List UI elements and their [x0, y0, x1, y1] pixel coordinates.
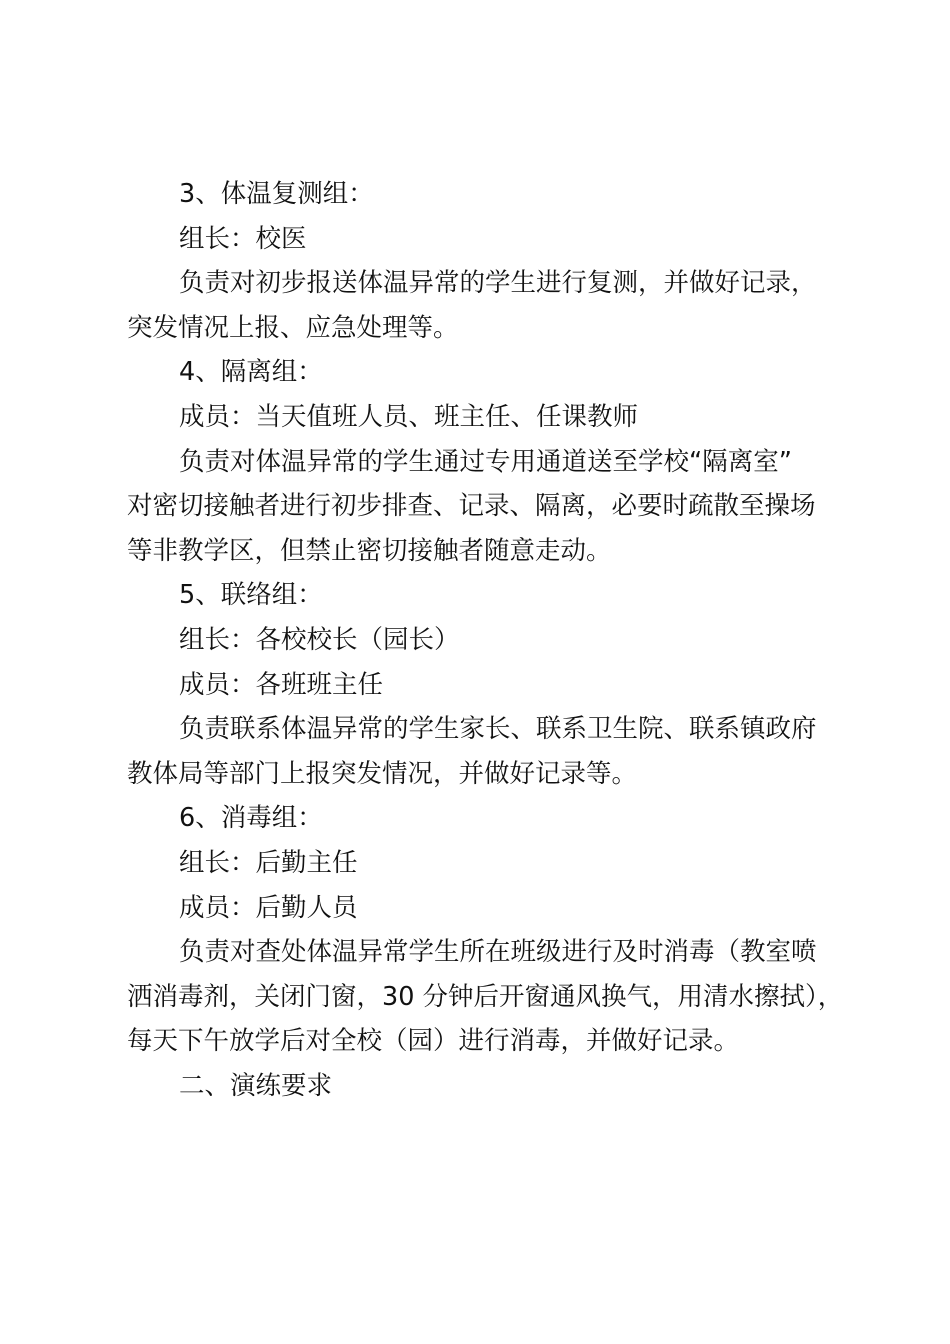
paragraph-line: 教体局等部门上报突发情况，并做好记录等。	[127, 758, 638, 789]
paragraph-line: 负责对初步报送体温异常的学生进行复测，并做好记录，	[179, 268, 817, 299]
section-heading-disinfection: 6、消毒组：	[179, 803, 323, 834]
document-body	[127, 172, 847, 1108]
paragraph-line: 每天下午放学后对全校（园）进行消毒，并做好记录。	[127, 1026, 740, 1057]
section-heading-liaison: 5、联络组：	[179, 580, 323, 611]
paragraph-line: 突发情况上报、应急处理等。	[127, 312, 459, 343]
paragraph-line: 负责联系体温异常的学生家长、联系卫生院、联系镇政府	[179, 714, 817, 745]
paragraph-line: 组长：校医	[179, 223, 307, 254]
paragraph-line: 组长：后勤主任	[179, 847, 358, 878]
paragraph-line: 负责对体温异常的学生通过专用通道送至学校“隔离室”	[179, 446, 792, 477]
paragraph-line: 成员：各班班主任	[179, 669, 384, 700]
section-heading-drill-requirements: 二、演练要求	[179, 1070, 333, 1101]
section-heading-temperature-recheck: 3、体温复测组：	[179, 179, 374, 209]
paragraph-line: 等非教学区，但禁止密切接触者随意走动。	[127, 535, 612, 566]
paragraph-line: 组长：各校校长（园长）	[179, 624, 460, 655]
section-heading-isolation: 4、隔离组：	[179, 357, 323, 388]
paragraph-line: 成员：后勤人员	[179, 892, 358, 923]
paragraph-line: 洒消毒剂，关闭门窗，30 分钟后开窗通风换气，用清水擦拭），	[127, 981, 844, 1012]
paragraph-line: 负责对查处体温异常学生所在班级进行及时消毒（教室喷	[179, 937, 817, 968]
paragraph-line: 成员：当天值班人员、班主任、任课教师	[179, 401, 639, 432]
paragraph-line: 对密切接触者进行初步排查、记录、隔离，必要时疏散至操场	[127, 491, 816, 522]
